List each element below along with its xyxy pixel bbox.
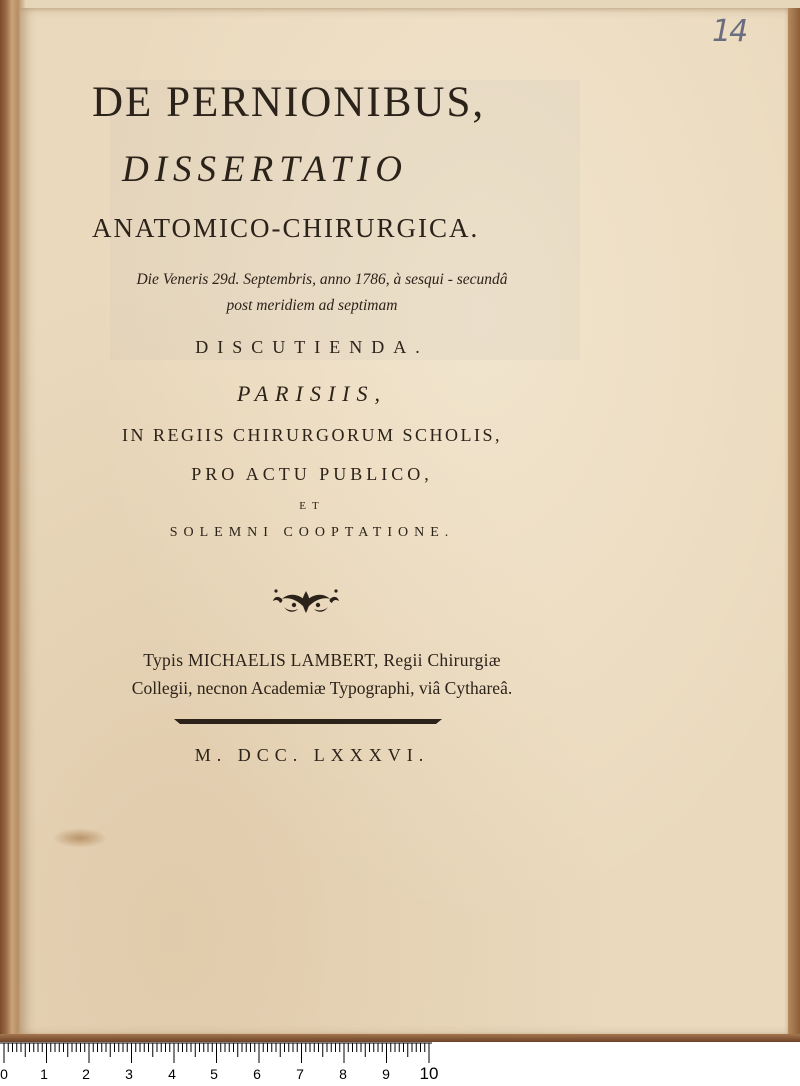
ruler-label: 10 [419,1064,439,1083]
title-line-2: DISSERTATIO [122,149,408,190]
decorative-rule [174,718,442,725]
imprint-line-1: Typis MICHAELIS LAMBERT, Regii Chirurgiæ [143,650,501,670]
place-line-3: ET [299,500,325,512]
place-city: PARISIIS, [237,381,387,406]
handwritten-page-number: 14 [712,14,747,49]
date-line-1: Die Veneris 29d. Septembris, anno 1786, à sesqui - secundâ [136,271,508,288]
discutienda-heading: DISCUTIENDA. [195,337,429,357]
ruler-label: 1 [40,1066,48,1082]
ruler-label: 2 [82,1066,90,1082]
place-line-2: PRO ACTU PUBLICO, [191,464,433,484]
ruler-ticks [0,1042,800,1066]
imprint-line-2: Collegii, necnon Academiæ Typographi, viâ Cythareâ. [131,678,513,698]
ruler-label: 4 [168,1066,176,1082]
place-line-4: SOLEMNI COOPTATIONE. [169,525,455,540]
ruler-label: 7 [296,1066,304,1082]
title-line-1: DE PERNIONIBUS, [92,79,486,126]
ruler-label: 0 [0,1066,8,1082]
ruler-label: 6 [253,1066,261,1082]
ruler-label: 9 [382,1066,390,1082]
publication-year: M. DCC. LXXXVI. [194,745,430,765]
ruler-label: 3 [125,1066,133,1082]
title-line-3: ANATOMICO-CHIRURGICA. [92,213,480,243]
date-line-2: post meridiem ad septimam [226,297,398,314]
ruler-label: 5 [210,1066,218,1082]
paper-stain [52,828,108,848]
fleuron-ornament-icon [270,583,342,617]
scale-ruler [0,1042,800,1086]
page-edge [788,8,800,1038]
place-line-1: IN REGIIS CHIRURGORUM SCHOLIS, [121,425,503,445]
page-edge-bottom [0,1034,800,1042]
ruler-label: 8 [339,1066,347,1082]
